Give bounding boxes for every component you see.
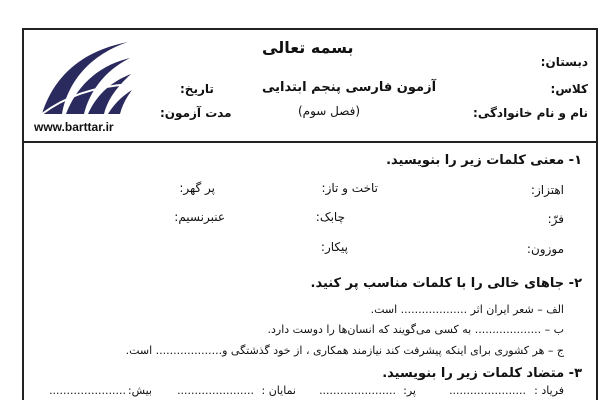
q3-word: فریاد :	[534, 384, 564, 397]
school-label: دبستان:	[540, 55, 588, 69]
header-divider	[22, 141, 598, 143]
q1-title: ۱- معنی کلمات زیر را بنویسید.	[386, 153, 582, 168]
class-label: کلاس:	[550, 82, 588, 96]
q1-word: پر گهر:	[179, 181, 215, 195]
q1-word: فرّ:	[547, 212, 564, 226]
date-label: تاریخ:	[180, 82, 214, 96]
q3-blank: ......................	[177, 384, 254, 397]
q3-word: پر:	[403, 384, 416, 397]
q3-blank: ......................	[449, 384, 526, 397]
chapter-label: (فصل سوم)	[298, 104, 361, 118]
q2-title: ۲- جاهای خالی را با کلمات مناسب پر کنید.	[310, 276, 582, 291]
q3-blank: ......................	[319, 384, 396, 397]
q1-word: چابک:	[315, 210, 345, 224]
student-name-label: نام و نام خانوادگی:	[473, 106, 588, 120]
q3-blank: ......................	[49, 384, 126, 397]
q3-word: نمایان :	[261, 384, 296, 397]
page-title: بسمه تعالی	[262, 38, 354, 57]
q1-word: پیکار:	[320, 240, 348, 254]
q1-word: عنبرنسیم:	[174, 210, 225, 224]
q3-title: ۳- متضاد کلمات زیر را بنویسید.	[382, 366, 582, 381]
q3-word: بیش:	[127, 384, 152, 397]
duration-label: مدت آزمون:	[160, 106, 232, 120]
q1-word: موزون:	[526, 242, 564, 256]
barttar-logo-icon	[36, 38, 132, 116]
q2-line: ج – هر کشوری برای اینکه پیشرفت کند نیازمند همکاری ، از خود گذشتگی و................... است.	[125, 344, 564, 357]
q1-word: اهتزاز:	[530, 183, 564, 197]
q1-word: تاخت و تاز:	[321, 181, 378, 195]
q2-line: ب – ................... به کسی می‌گویند که انسان‌ها را دوست دارد.	[267, 323, 564, 336]
q2-line: الف – شعر ایران اثر ................... است.	[370, 303, 564, 316]
website-url: www.barttar.ir	[34, 120, 114, 134]
exam-title: آزمون فارسی پنجم ابتدایی	[262, 80, 437, 95]
